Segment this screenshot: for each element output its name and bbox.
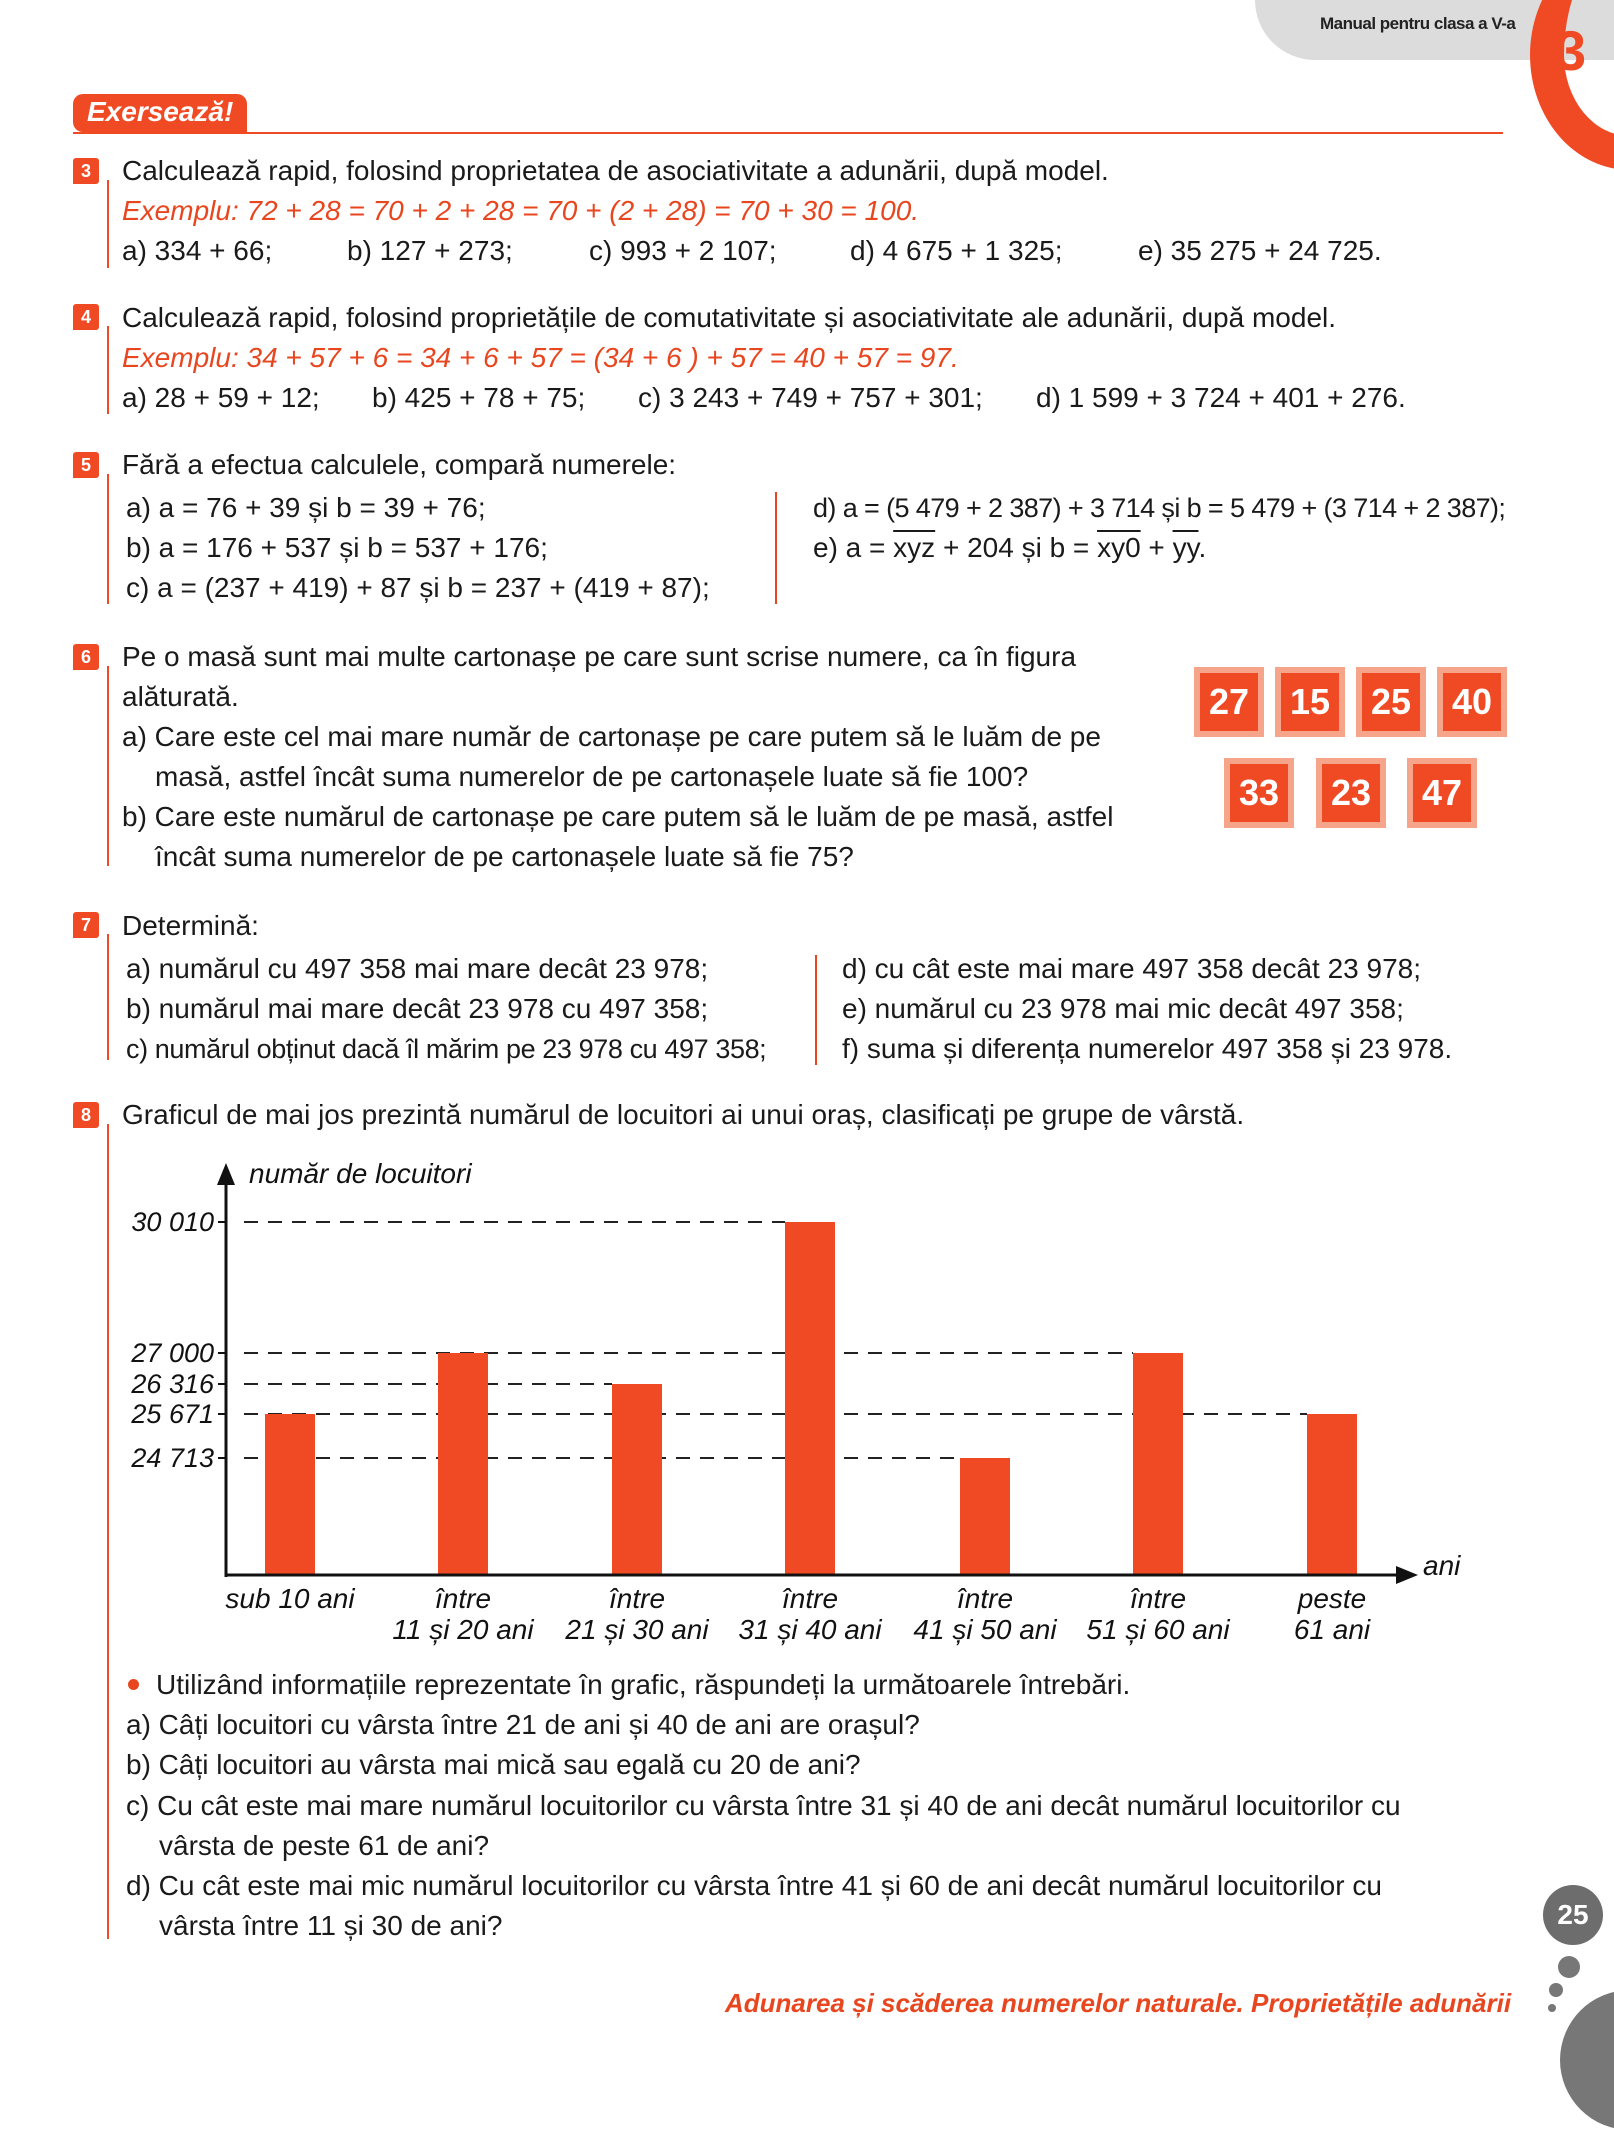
- exercise-6-b1: b) Care este numărul de cartonașe pe care putem să le luăm de pe masă, astfel: [122, 801, 1114, 832]
- category-label: între: [608, 1583, 666, 1614]
- ytick-label: 25 671: [131, 1399, 214, 1429]
- question-d1: d) Cu cât este mai mic numărul locuitorilor cu vârsta între 41 și 60 de ani decât numărul locuitorilor cu: [126, 1870, 1382, 1901]
- category-label: între: [1129, 1583, 1187, 1614]
- exercise-7-text: Determină:: [122, 910, 259, 941]
- exercise-8-intro: Utilizând informațiile reprezentate în grafic, răspundeți la următoarele întrebări.: [156, 1669, 1131, 1700]
- x-axis-label: ani: [1423, 1550, 1461, 1581]
- exercise-number-7: 7: [73, 912, 99, 938]
- question-d2: vârsta între 11 și 30 de ani?: [159, 1910, 503, 1941]
- exercise-7-d: d) cu cât este mai mare 497 358 decât 23 978;: [842, 953, 1422, 984]
- exercise-3-a: a) 334 + 66;: [122, 235, 273, 266]
- exercise-number-4: 4: [73, 304, 99, 330]
- category-label: 41 și 50 ani: [913, 1614, 1057, 1645]
- category-label: sub 10 ani: [225, 1583, 355, 1614]
- bar: [438, 1353, 488, 1575]
- category-label: 31 și 40 ani: [738, 1614, 882, 1645]
- exercise-4-c: c) 3 243 + 749 + 757 + 301;: [638, 382, 983, 413]
- category-label: între: [956, 1583, 1014, 1614]
- number-card: 15: [1275, 667, 1345, 737]
- bullet-icon: [128, 1679, 139, 1690]
- category-label: între: [434, 1583, 492, 1614]
- decor-dot: [1549, 1983, 1563, 1997]
- exercise-number-8: 8: [73, 1102, 99, 1128]
- exercise-6-line1: Pe o masă sunt mai multe cartonașe pe care sunt scrise numere, ca în figura: [122, 641, 1077, 672]
- y-axis-label: număr de locuitori: [249, 1158, 472, 1189]
- exercise-5-text: Fără a efectua calculele, compară numerele:: [122, 449, 677, 480]
- ytick-label: 27 000: [131, 1338, 214, 1368]
- exercise-5-a: a) a = 76 + 39 și b = 39 + 76;: [126, 492, 486, 523]
- exercise-4-a: a) 28 + 59 + 12;: [122, 382, 320, 413]
- bar: [785, 1222, 835, 1575]
- exercise-5-e: e) $a = \overline{xyz} + 204$ și $b = xy0 + \overline{yy}$.: [813, 532, 1207, 563]
- overline-yy: $\overline{yy}$: [1172, 532, 1199, 563]
- category-label: între: [781, 1583, 839, 1614]
- bar: [612, 1384, 662, 1575]
- overline-xyz: $\overline{xyz}$: [893, 532, 936, 563]
- chart-category-labels: [225, 1583, 1371, 1645]
- exercise-5-d: d) a = (5 479 + 2 387) + 3 714 și b = 5 479 + (3 714 + 2 387);: [813, 493, 1506, 523]
- overline-xy0: xy0: [1097, 532, 1141, 563]
- number-card: 27: [1194, 667, 1264, 737]
- bar: [1307, 1414, 1357, 1575]
- corner-decor: [1560, 1990, 1614, 2130]
- exercise-8-text: Graficul de mai jos prezintă numărul de locuitori ai unui oraș, clasificați pe grupe de vârstă.: [122, 1099, 1245, 1130]
- exercise-3-c: c) 993 + 2 107;: [589, 235, 777, 266]
- exercise-3-b: b) 127 + 273;: [347, 235, 513, 266]
- manual-label: Manual pentru clasa a V-a: [1320, 14, 1516, 33]
- chart-bars: [265, 1222, 1357, 1575]
- exercise-4-example: Exemplu: 34 + 57 + 6 = 34 + 6 + 57 = (34 + 6 ) + 57 = 40 + 57 = 97.: [122, 342, 959, 373]
- number-card: 23: [1316, 758, 1386, 828]
- category-label: 61 ani: [1293, 1614, 1371, 1645]
- exercise-3-d: d) 4 675 + 1 325;: [850, 235, 1063, 266]
- decor-dot: [1558, 1956, 1580, 1978]
- section-title: Exersează!: [73, 94, 247, 132]
- exercise-3-text: Calculează rapid, folosind proprietatea de asociativitate a adunării, după model.: [122, 155, 1109, 186]
- decor-dot: [1548, 2004, 1556, 2012]
- number-card: 33: [1224, 758, 1294, 828]
- exercise-7-c: c) numărul obținut dacă îl mărim pe 23 978 cu 497 358;: [126, 1034, 767, 1064]
- chart-ytick-labels: [130, 1207, 226, 1473]
- exercise-5-b: b) a = 176 + 537 și b = 537 + 176;: [126, 532, 548, 563]
- exercise-6-a2: masă, astfel încât suma numerelor de pe cartonașele luate să fie 100?: [155, 761, 1029, 792]
- number-card: 25: [1356, 667, 1426, 737]
- exercise-number-5: 5: [73, 452, 99, 478]
- exercise-7-b: b) numărul mai mare decât 23 978 cu 497 358;: [126, 993, 709, 1024]
- number-card: 40: [1437, 667, 1507, 737]
- category-label: 11 și 20 ani: [392, 1614, 534, 1645]
- question-c2: vârsta de peste 61 de ani?: [159, 1830, 490, 1861]
- exercise-4-text: Calculează rapid, folosind proprietățile de comutativitate și asociativitate ale adunării, după model.: [122, 302, 1337, 333]
- exercise-7-a: a) numărul cu 497 358 mai mare decât 23 978;: [126, 953, 709, 984]
- exercise-6-a1: a) Care este cel mai mare număr de cartonașe pe care putem să le luăm de pe: [122, 721, 1101, 752]
- ytick-label: 30 010: [131, 1207, 214, 1237]
- question-a: a) Câți locuitori cu vârsta între 21 de ani și 40 de ani are orașul?: [126, 1709, 920, 1740]
- exercise-4-d: d) 1 599 + 3 724 + 401 + 276.: [1036, 382, 1406, 413]
- number-card: 47: [1407, 758, 1477, 828]
- question-c1: c) Cu cât este mai mare numărul locuitorilor cu vârsta între 31 și 40 de ani decât numărul locuitorilor cu: [126, 1790, 1401, 1821]
- bar: [1133, 1353, 1183, 1575]
- exercise-5-c: c) a = (237 + 419) + 87 și b = 237 + (419 + 87);: [126, 572, 710, 603]
- exercise-4-b: b) 425 + 78 + 75;: [372, 382, 586, 413]
- y-axis-arrow: [217, 1163, 235, 1185]
- footer-title: Adunarea și scăderea numerelor naturale. Proprietățile adunării: [725, 1988, 1512, 2018]
- exercise-number-6: 6: [73, 644, 99, 670]
- chapter-number: 3: [1555, 19, 1587, 82]
- category-label: 21 și 30 ani: [565, 1614, 709, 1645]
- exercise-number-3: 3: [73, 158, 99, 184]
- question-b: b) Câți locuitori au vârsta mai mică sau egală cu 20 de ani?: [126, 1749, 861, 1780]
- exercise-7-f: f) suma și diferența numerelor 497 358 și 23 978.: [842, 1033, 1453, 1064]
- exercise-3-e: e) 35 275 + 24 725.: [1138, 235, 1382, 266]
- exercise-6-b2: încât suma numerelor de pe cartonașele luate să fie 75?: [155, 841, 854, 872]
- category-label: peste: [1297, 1583, 1367, 1614]
- category-label: 51 și 60 ani: [1086, 1614, 1230, 1645]
- exercise-7-e: e) numărul cu 23 978 mai mic decât 497 358;: [842, 993, 1404, 1024]
- bar: [265, 1414, 315, 1575]
- exercise-6-line2: alăturată.: [122, 681, 239, 712]
- ytick-label: 24 713: [131, 1443, 214, 1473]
- bar: [960, 1458, 1010, 1575]
- ytick-label: 26 316: [131, 1369, 214, 1399]
- exercise-3-example: Exemplu: 72 + 28 = 70 + 2 + 28 = 70 + (2 + 28) = 70 + 30 = 100.: [122, 195, 920, 226]
- x-axis-arrow: [1396, 1566, 1418, 1584]
- page-number: 25: [1543, 1885, 1603, 1945]
